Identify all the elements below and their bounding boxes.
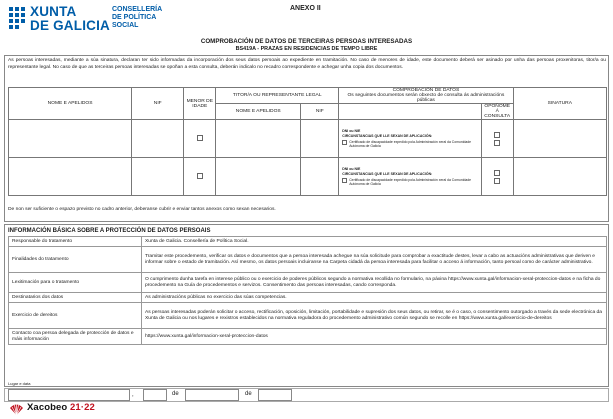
info-key: Contacto coa persoa delegada de protección de datos e máis información [9,329,142,345]
col-minor-header: MENOR DE IDADE [184,88,216,120]
intro-text: As persoas interesadas, mediante a súa sinatura, declaran ter sido informadas da incorporación dos seus datos persoais ao expediente en tramitación. No caso de menores de idade, este documento deberá ser asinado por unha das persoas proxenitoras, titor/a ou representante legal. No caso de que as terceiras persoas interesadas se opoñan a esta consulta, deberán indicalo no recadro correspondente e achegar unha copia dos documentos. [8,58,606,70]
oppose-cell [481,158,513,196]
data-protection-table [8,236,607,345]
place-date-label: Lugar e data [8,381,31,386]
info-key: Exercicio de dereitos [9,303,142,329]
table-row [9,329,607,345]
table-row [9,247,607,273]
info-value: Tramitar este procedemento, verificar os datos e documentos que a persoa interesada achegue na súa solicitude para comprobar a exactitude destes, levar a cabo as actuacións administrativas que deriven e informar sobre o estado de tramitación. Así mesmo, os datos persoais incluiranse na Carpeta cidadá da persoa interesada para facilitar o acceso á información, tanto persoal como de carácter administrativo. [142,247,607,273]
info-value: As persoas interesadas poderán solicitar o acceso, rectificación, oposición, limitación, portabilidade e supresión dos seus datos, ou retirar, se é o caso, o consentimento outorgado a través da sede electrónica da Xunta de Galicia ou nos lugares e rexistros establecidos na normativa reguladora do procedemento administrativo común segundo se recolle en https://www.xunta.gal/exercicio-de-dereitos [142,303,607,329]
annex-label: ANEXO II [290,5,321,12]
info-value: Xunta de Galicia. Consellería de Política Social. [142,237,607,247]
col-check-header: COMPROBACIÓN DE DATOS Os seguintes documentos serán obxecto de consulta ás administracións públicas [339,88,513,104]
tutor-name-cell[interactable] [216,158,301,196]
scallop-shell-icon [9,403,24,416]
place-input[interactable] [8,389,130,401]
nif-cell[interactable] [132,120,184,158]
info-key: Lexitimación para o tratamento [9,273,142,293]
ministry-name: CONSELLERÍA DE POLÍTICA SOCIAL [112,6,163,29]
data-protection-heading: INFORMACIÓN BÁSICA SOBRE A PROTECCIÓN DE DATOS PERSOAIS [8,228,211,234]
docs-cell: DNI ou NIE CIRCUNSTANCIAS QUE LLE SEXAN DE APLICACIÓN: Certificado de discapacidade expedido pola Administración xeral da Comunidade Autónoma de Galicia [339,120,482,158]
tutor-nif-cell[interactable] [301,158,339,196]
col-tutor-name-header: NOME E APELIDOS [216,104,301,120]
table-row [9,237,607,247]
date-de-1: de [172,391,179,397]
table-note: De non ser suficiente o espazo previsto no cadro anterior, deberanse cubrir e enviar tantos anexos como sexan necesarios. [8,207,276,212]
logo-line1: XUNTA [30,4,77,19]
table-row [9,293,607,303]
col-signature-header: SINATURA [513,88,606,120]
col-tutor-nif-header: NIF [301,104,339,120]
info-value: https://www.xunta.gal/informacion-xeral-proteccion-datos [142,329,607,345]
xunta-logo [8,4,218,34]
disability-checkbox[interactable] [342,178,347,183]
col-oppose-header: OPOÑOME Á CONSULTA [481,104,513,120]
signature-cell[interactable] [513,158,606,196]
col-name-header: NOME E APELIDOS [9,88,132,120]
oppose-dni-checkbox[interactable] [494,132,500,138]
table-row [9,273,607,293]
oppose-dni-checkbox[interactable] [494,170,500,176]
page-subtitle: BS419A - PRAZAS EN RESIDENCIAS DE TEMPO LIBRE [235,46,378,52]
table-row [9,303,607,329]
docs-cell: DNI ou NIE CIRCUNSTANCIAS QUE LLE SEXAN DE APLICACIÓN: Certificado de discapacidade expedido pola Administración xeral da Comunidade Autónoma de Galicia [339,158,482,196]
minor-cell [184,120,216,158]
col-nif-header: NIF [132,88,184,120]
nif-cell[interactable] [132,158,184,196]
info-value: O cumprimento dunha tarefa en interese público ou o exercicio de poderes públicos segundo a normativa recollida no formulario, na páxina https://www.xunta.gal/informacion-xeral-proteccion-datos e na ficha do procedemento na Guía de procedementos e servizos. Consentimento das persoas interesadas, cando corresponda. [142,273,607,293]
third-parties-table [8,87,607,196]
signature-cell[interactable] [513,120,606,158]
name-cell[interactable] [9,158,132,196]
info-key: Finalidades do tratamento [9,247,142,273]
tutor-nif-cell[interactable] [301,120,339,158]
oppose-disability-checkbox[interactable] [494,140,500,146]
year-input[interactable] [258,389,292,401]
date-de-2: de [245,391,252,397]
xacobeo-logo [9,402,149,417]
logo-line2: DE GALICIA [30,18,111,33]
info-key: Destinatarios dos datos [9,293,142,303]
day-input[interactable] [143,389,167,401]
col-docs-header [339,104,482,120]
place-comma: , [132,392,134,398]
oppose-cell [481,120,513,158]
col-tutor-header: TITOR/A OU REPRESENTANTE LEGAL [216,88,339,104]
table-row [9,158,607,196]
disability-checkbox[interactable] [342,140,347,145]
minor-checkbox[interactable] [197,135,203,141]
minor-cell [184,158,216,196]
page-title: COMPROBACIÓN DE DATOS DE TERCEIRAS PERSOAS INTERESADAS [200,38,413,45]
table-row [9,120,607,158]
oppose-disability-checkbox[interactable] [494,178,500,184]
xacobeo-wordmark: Xacobeo 21·22 [27,402,95,413]
name-cell[interactable] [9,120,132,158]
month-input[interactable] [185,389,239,401]
minor-checkbox[interactable] [197,173,203,179]
galicia-crest-icon [8,6,26,32]
tutor-name-cell[interactable] [216,120,301,158]
info-key: Responsable do tratamento [9,237,142,247]
info-value: As administracións públicas no exercicio das súas competencias. [142,293,607,303]
